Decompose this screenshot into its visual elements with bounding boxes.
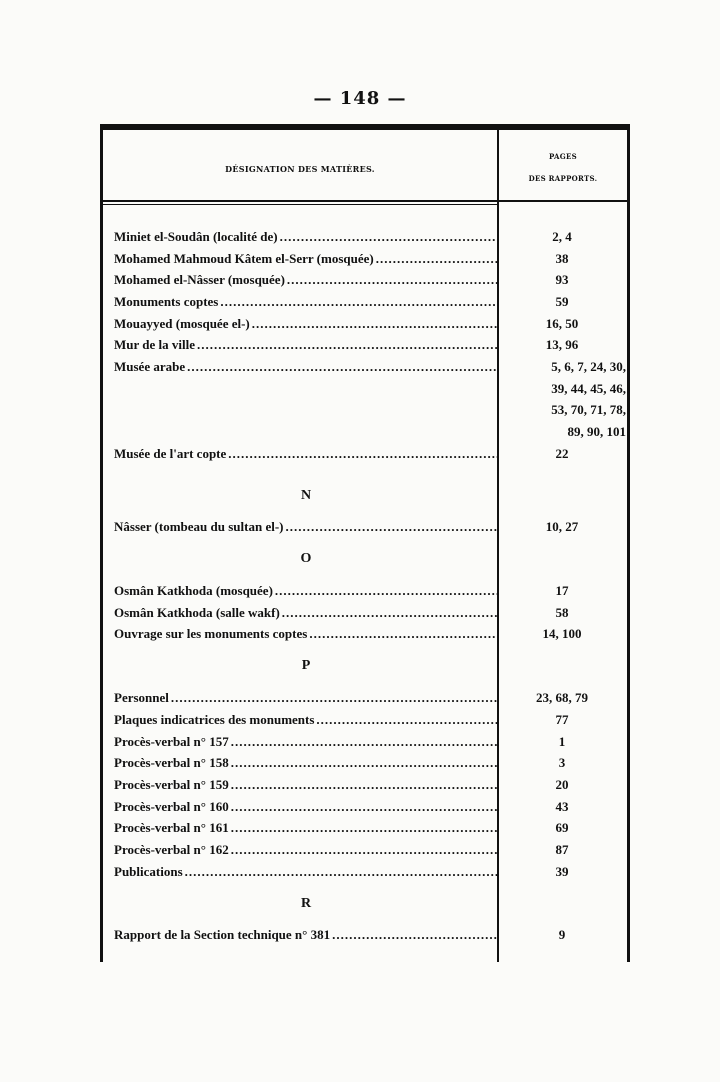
leader-dots [287,272,498,288]
entry-pages: 58 [555,604,569,620]
entry-pages: 23, 68, 79 [536,690,588,706]
entry-label: Publications [114,863,183,879]
leader-dots [231,755,498,771]
leader-dots [185,864,498,880]
index-entry [114,580,626,602]
column-header-pages-line1: PAGES [548,152,578,161]
column-header-pages-line2: DES RAPPORTS. [528,174,598,183]
header-rule [102,200,628,202]
leader-dots [231,734,498,750]
entry-label: Rapport de la Section technique n° 381 [114,927,331,943]
leader-dots [376,251,498,267]
entry-label: Osmân Katkhoda (salle wakf) [114,604,280,620]
entry-label: Procès-verbal n° 158 [114,755,229,771]
entry-label: Procès-verbal n° 157 [114,733,229,749]
entry-pages: 14, 100 [542,626,582,642]
leader-dots [316,712,498,728]
index-entry [114,861,626,883]
entry-pages: 13, 96 [545,337,579,353]
column-header-designation: DÉSIGNATION DES MATIÈRES. [225,164,375,174]
entry-label: Monuments coptes [114,293,219,309]
index-entry [114,624,626,646]
entry-label: Musée de l'art copte [114,445,227,461]
entry-label: Mohamed el-Nâsser (mosquée) [114,272,285,288]
index-entry [114,752,626,774]
entry-label: Osmân Katkhoda (mosquée) [114,583,273,599]
entry-label: Mur de la ville [114,337,196,353]
entry-label: Plaques indicatrices des monuments [114,711,315,727]
entry-pages: 9 [558,927,566,943]
section-letter: R [300,895,312,911]
entry-pages: 59 [555,293,569,309]
index-entry [114,248,626,270]
index-entry [114,796,626,818]
index-entries [114,226,626,946]
index-entry [114,269,626,291]
index-entry [114,443,626,465]
index-entry [114,226,626,248]
index-entry [114,291,626,313]
leader-dots [332,927,498,943]
index-entry [114,925,626,947]
entry-pages: 1 [558,733,566,749]
index-entry-continuation [114,421,626,443]
leader-dots [187,359,498,375]
leader-dots [282,605,498,621]
entry-pages: 2, 4 [552,228,572,244]
leader-dots [286,519,499,535]
section-letter: N [300,487,312,503]
index-entry [114,774,626,796]
entry-pages-continued: 39, 44, 45, 46, [551,380,626,396]
entry-label: Personnel [114,690,169,706]
index-entry [114,687,626,709]
index-entry [114,356,626,378]
leader-dots [231,842,498,858]
section-letter: P [301,658,311,674]
leader-dots [309,626,498,642]
index-entry [114,602,626,624]
entry-label: Miniet el-Soudân (localité de) [114,228,278,244]
leader-dots [252,316,498,332]
header-rule-secondary [102,204,498,205]
entry-pages: 87 [555,841,569,857]
leader-dots [228,446,498,462]
index-entry [114,839,626,861]
leader-dots [171,690,498,706]
leader-dots [280,229,498,245]
index-entry [114,313,626,335]
entry-label: Mouayyed (mosquée el-) [114,315,250,331]
index-entry [114,731,626,753]
index-entry-continuation [114,400,626,422]
column-header-pages [500,146,626,190]
entry-label: Mohamed Mahmoud Kâtem el-Serr (mosquée) [114,250,374,266]
entry-pages: 10, 27 [545,519,579,535]
entry-label: Procès-verbal n° 161 [114,820,229,836]
index-entry [114,517,626,539]
entry-pages: 43 [555,798,569,814]
entry-pages: 5, 6, 7, 24, 30, [551,358,626,374]
index-entry [114,334,626,356]
index-entry [114,817,626,839]
entry-label: Procès-verbal n° 159 [114,776,229,792]
entry-pages: 93 [555,272,569,288]
entry-pages: 77 [555,711,569,727]
section-letter: O [300,551,312,567]
entry-label: Nâsser (tombeau du sultan el-) [114,519,284,535]
leader-dots [220,294,498,310]
leader-dots [231,799,498,815]
leader-dots [197,337,498,353]
entry-pages: 38 [555,250,569,266]
entry-pages: 39 [555,863,569,879]
entry-pages: 3 [558,755,566,771]
entry-pages-continued: 53, 70, 71, 78, [551,402,626,418]
entry-pages: 69 [555,820,569,836]
entry-pages-continued: 89, 90, 101 [567,424,626,440]
entry-pages: 16, 50 [545,315,579,331]
leader-dots [231,777,498,793]
entry-pages: 20 [555,776,569,792]
leader-dots [275,583,498,599]
entry-label: Musée arabe [114,358,186,374]
leader-dots [231,820,498,836]
entry-label: Procès-verbal n° 160 [114,798,229,814]
entry-label: Procès-verbal n° 162 [114,841,229,857]
entry-pages: 22 [555,445,569,461]
entry-pages: 17 [555,583,569,599]
entry-label: Ouvrage sur les monuments coptes [114,626,308,642]
index-entry [114,709,626,731]
page-number: — 148 — [313,88,407,109]
index-entry-continuation [114,378,626,400]
